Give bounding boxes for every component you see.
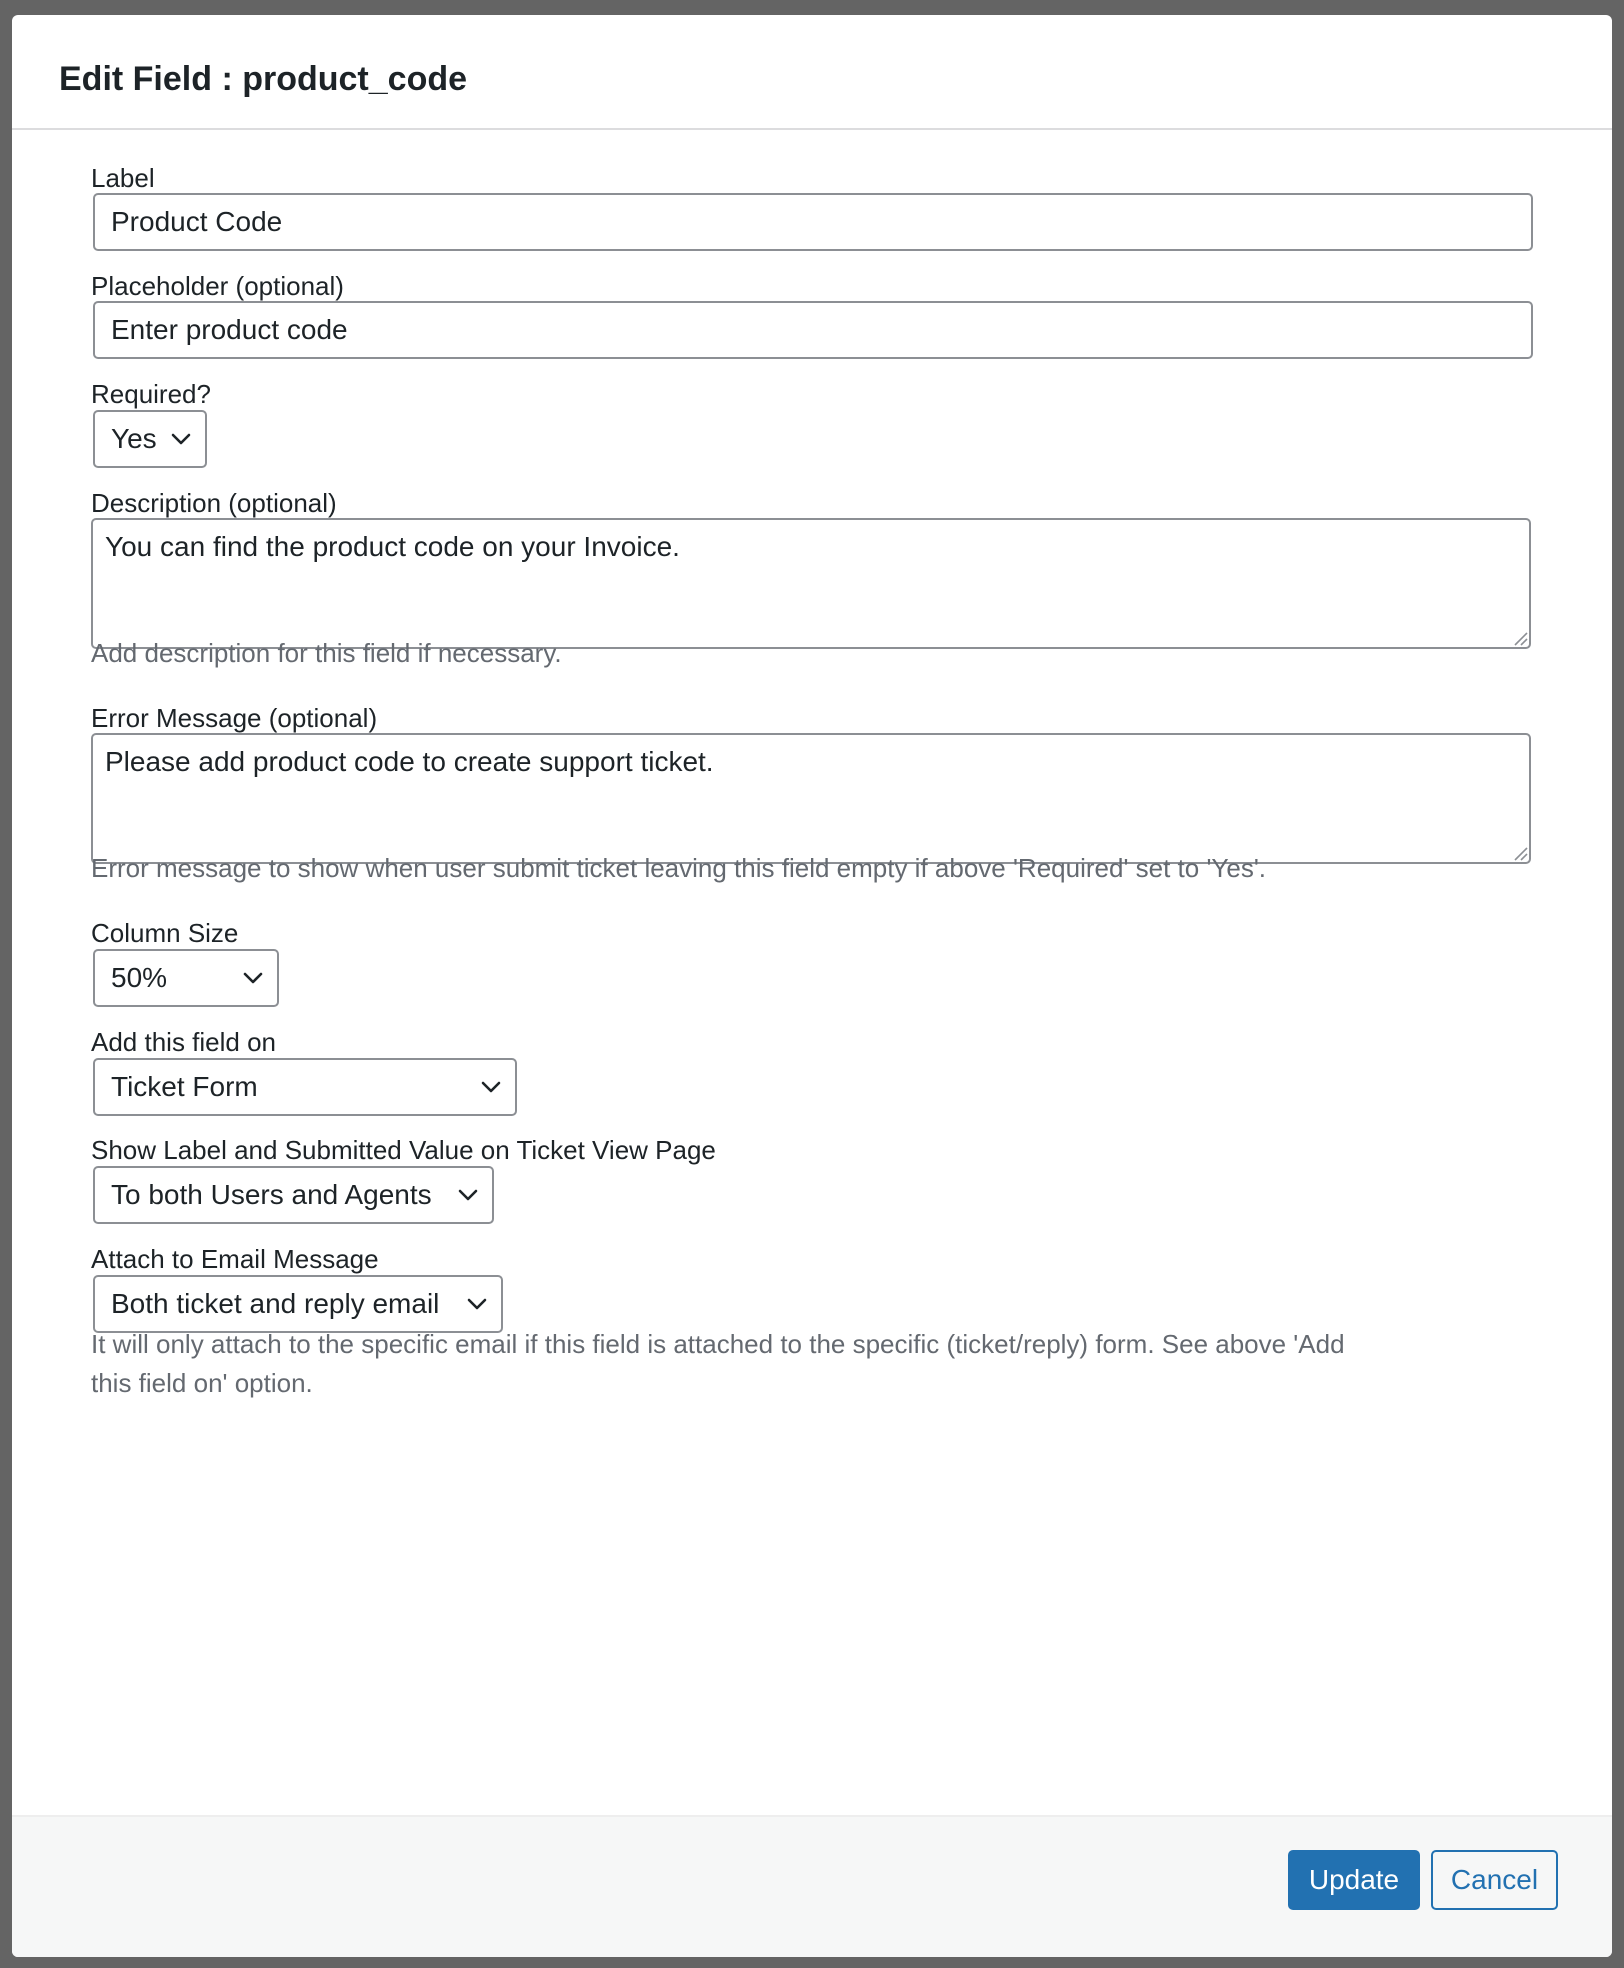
error-message-help-text: Error message to show when user submit ticket leaving this field empty if above 'Required' set to 'Yes'.	[91, 853, 1267, 883]
required-select-value: Yes	[111, 423, 157, 454]
modal-header	[12, 15, 1612, 130]
attach-email-field-label: Attach to Email Message	[91, 1244, 379, 1274]
attach-email-help-text-continued: this field on' option.	[91, 1368, 313, 1398]
show-label-field-label: Show Label and Submitted Value on Ticket View Page	[91, 1135, 716, 1165]
required-field-label: Required?	[91, 379, 211, 409]
chevron-down-icon	[479, 1077, 503, 1097]
resize-grip-icon[interactable]	[1512, 630, 1528, 646]
description-textarea[interactable]	[91, 518, 1531, 649]
description-help-text: Add description for this field if necessary.	[91, 638, 562, 668]
placeholder-field-label: Placeholder (optional)	[91, 271, 344, 301]
required-select[interactable]	[93, 410, 207, 468]
modal-footer	[12, 1815, 1612, 1957]
label-input[interactable]	[93, 193, 1533, 251]
chevron-down-icon	[241, 968, 265, 988]
show-label-select-value: To both Users and Agents	[111, 1179, 432, 1210]
edit-field-modal	[12, 15, 1612, 1957]
placeholder-input[interactable]	[93, 301, 1533, 359]
add-field-on-select-value: Ticket Form	[111, 1071, 258, 1102]
resize-grip-icon[interactable]	[1512, 845, 1528, 861]
chevron-down-icon	[465, 1294, 489, 1314]
description-field-label: Description (optional)	[91, 488, 337, 518]
column-size-select[interactable]	[93, 949, 279, 1007]
column-size-field-label: Column Size	[91, 918, 239, 948]
error-message-textarea[interactable]	[91, 733, 1531, 864]
show-label-select[interactable]	[93, 1166, 494, 1224]
modal-title: Edit Field : product_code	[59, 60, 468, 98]
add-field-on-label: Add this field on	[91, 1027, 277, 1057]
chevron-down-icon	[169, 429, 193, 449]
update-button[interactable]: Update	[1288, 1850, 1420, 1910]
add-field-on-select[interactable]	[93, 1058, 517, 1116]
error-message-field-label: Error Message (optional)	[91, 703, 378, 733]
attach-email-select-value: Both ticket and reply email	[111, 1288, 440, 1319]
label-field-label: Label	[91, 163, 155, 193]
attach-email-help-text: It will only attach to the specific email if this field is attached to the specific (ticket/reply) form. See above 'Add	[91, 1329, 1345, 1359]
cancel-button[interactable]: Cancel	[1431, 1850, 1558, 1910]
chevron-down-icon	[456, 1185, 480, 1205]
column-size-select-value: 50%	[111, 962, 168, 993]
